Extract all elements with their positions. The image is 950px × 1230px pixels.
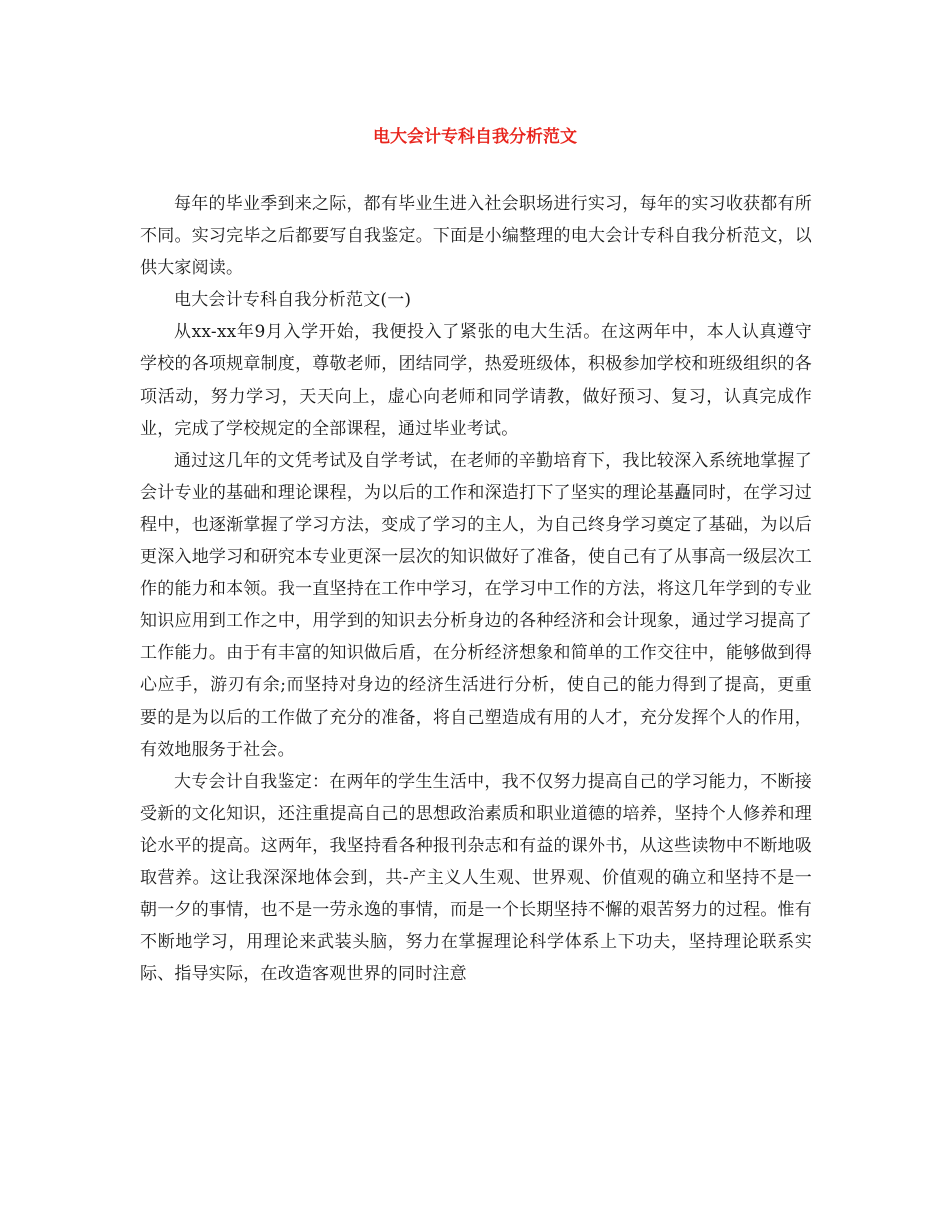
body-paragraph: 大专会计自我鉴定：在两年的学生生活中，我不仅努力提高自己的学习能力，不断接受新的文化知识，还注重提高自己的思想政治素质和职业道德的培养，坚持个人修养和理论水平的提高。这两年，我坚持看各种报刊杂志和有益的课外书，从这些读物中不断地吸取营养。这让我深深地体会到，共-产主义人生观、世界观、价值观的确立和坚持不是一朝一夕的事情，也不是一劳永逸的事情，而是一个长期坚持不懈的艰苦努力的过程。惟有不断地学习，用理论来武装头脑，努力在掌握理论科学体系上下功夫，坚持理论联系实际、指导实际，在改造客观世界的同时注意 xyxy=(140,771,812,985)
body-paragraph: 从xx-xx年9月入学开始，我便投入了紧张的电大生活。在这两年中，本人认真遵守学校的各项规章制度，尊敬老师，团结同学，热爱班级体，积极参加学校和班级组织的各项活动，努力学习，天天向上，虚心向老师和同学请教，做好预习、复习，认真完成作业，完成了学校规定的全部课程，通过毕业考试。 xyxy=(140,322,812,439)
body-paragraph: 通过这几年的文凭考试及自学考试，在老师的辛勤培育下，我比较深入系统地掌握了会计专业的基础和理论课程，为以后的工作和深造打下了坚实的理论基矗同时，在学习过程中，也逐渐掌握了学习方法，变成了学习的主人，为自己终身学习奠定了基础，为以后更深入地学习和研究本专业更深一层次的知识做好了准备，使自己有了从事高一级层次工作的能力和本领。我一直坚持在工作中学习，在学习中工作的方法，将这几年学到的专业知识应用到工作之中，用学到的知识去分析身边的各种经济和会计现象，通过学习提高了工作能力。由于有丰富的知识做后盾，在分析经济想象和简单的工作交往中，能够做到得心应手，游刃有余;而坚持对身边的经济生活进行分析，使自己的能力得到了提高，更重要的是为以后的工作做了充分的准备，将自己塑造成有用的人才，充分发挥个人的作用，有效地服务于社会。 xyxy=(140,450,812,760)
section-heading: 电大会计专科自我分析范文(一) xyxy=(174,290,412,311)
document-body xyxy=(140,188,812,990)
intro-paragraph: 每年的毕业季到来之际，都有毕业生进入社会职场进行实习，每年的实习收获都有所不同。实习完毕之后都要写自我鉴定。下面是小编整理的电大会计专科自我分析范文，以供大家阅读。 xyxy=(140,194,812,279)
document-title: 电大会计专科自我分析范文 xyxy=(373,127,577,147)
